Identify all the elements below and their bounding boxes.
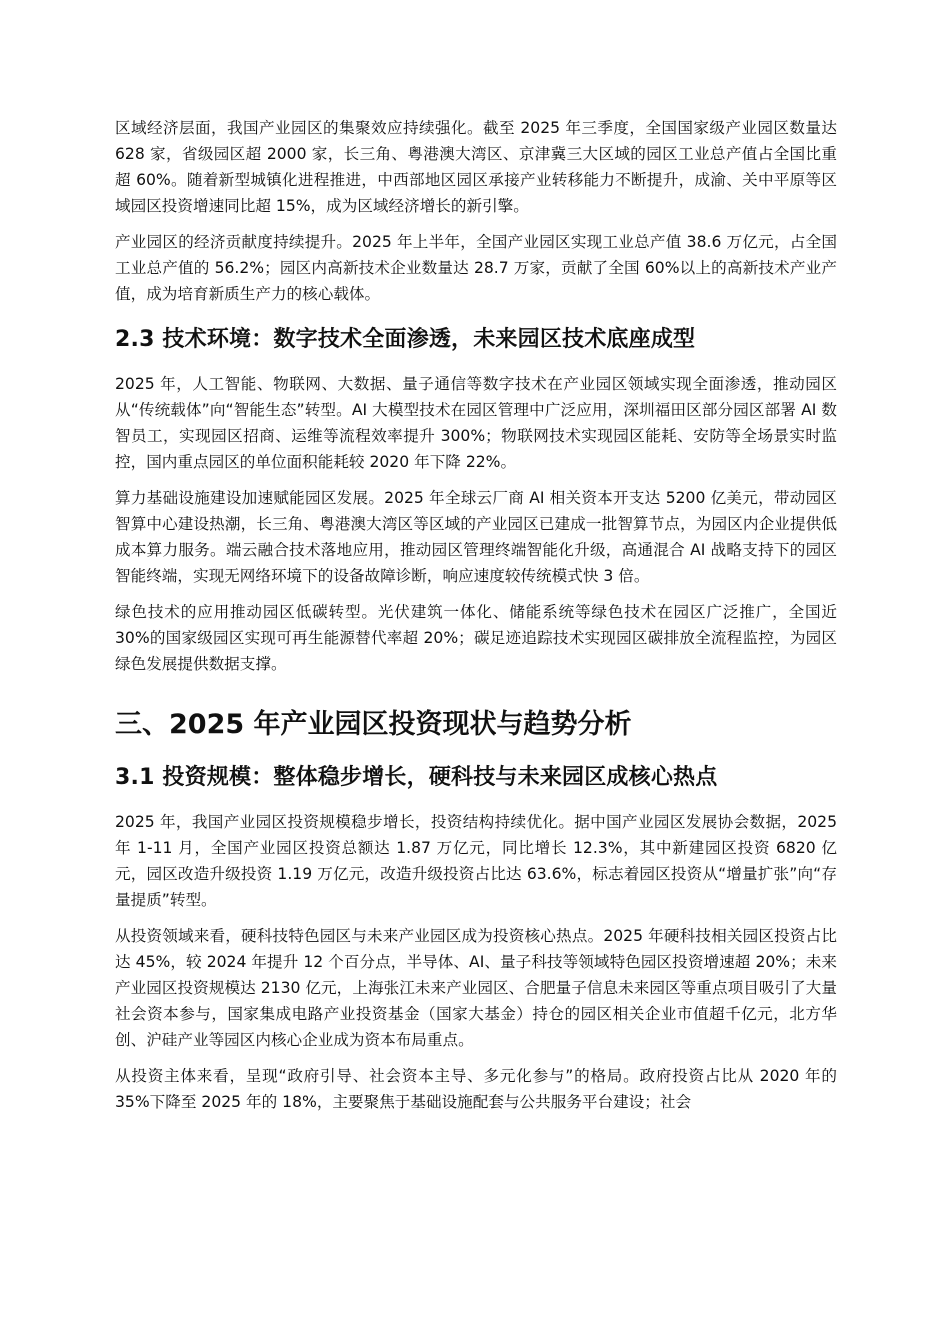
paragraph-investment-subjects: 从投资主体来看，呈现“政府引导、社会资本主导、多元化参与”的格局。政府投资占比从 2020 年的 35%下降至 2025 年的 18%，主要聚焦于基础设施配套与公共服务平台建设；社会: [115, 1067, 837, 1111]
paragraph-regional-economy: 区域经济层面，我国产业园区的集聚效应持续强化。截至 2025 年三季度，全国国家级产业园区数量达 628 家，省级园区超 2000 家，长三角、粤港澳大湾区、京津冀三大区域的园区工业总产值占全国比重超 60%。随着新型城镇化进程推进，中西部地区园区承接产业转移能力不断提升，成渝、关中平原等区域园区投资增速同比超 15%，成为区域经济增长的新引擎。: [115, 119, 837, 215]
section-heading-3-1: 3.1 投资规模：整体稳步增长，硬科技与未来园区成核心热点: [115, 765, 718, 790]
paragraph-green-technology: 绿色技术的应用推动园区低碳转型。光伏建筑一体化、储能系统等绿色技术在园区广泛推广，全国近 30%的国家级园区实现可再生能源替代率超 20%；碳足迹追踪技术实现园区碳排放全流程监控，为园区绿色发展提供数据支撑。: [115, 603, 837, 673]
section-heading-2-3: 2.3 技术环境：数字技术全面渗透，未来园区技术底座成型: [115, 327, 696, 352]
paragraph-investment-scale: 2025 年，我国产业园区投资规模稳步增长，投资结构持续优化。据中国产业园区发展协会数据，2025 年 1-11 月，全国产业园区投资总额达 1.87 万亿元，同比增长 12.3%，其中新建园区投资 6820 亿元，园区改造升级投资 1.19 万亿元，改造升级投资占比达 63.6%，标志着园区投资从“增量扩张”向“存量提质”转型。: [115, 813, 837, 909]
chapter-heading-3: 三、2025 年产业园区投资现状与趋势分析: [115, 709, 632, 740]
paragraph-economic-contribution: 产业园区的经济贡献度持续提升。2025 年上半年，全国产业园区实现工业总产值 38.6 万亿元，占全国工业总产值的 56.2%；园区内高新技术企业数量达 28.7 万家，贡献了全国 60%以上的高新技术产业产值，成为培育新质生产力的核心载体。: [115, 233, 837, 303]
document-page: [115, 115, 837, 1125]
paragraph-computing-infrastructure: 算力基础设施建设加速赋能园区发展。2025 年全球云厂商 AI 相关资本开支达 5200 亿美元，带动园区智算中心建设热潮，长三角、粤港澳大湾区等区域的产业园区已建成一批智算节点，为园区内企业提供低成本算力服务。端云融合技术落地应用，推动园区管理终端智能化升级，高通混合 AI 战略支持下的园区智能终端，实现无网络环境下的设备故障诊断，响应速度较传统模式快 3 倍。: [115, 489, 837, 585]
paragraph-digital-technology: 2025 年，人工智能、物联网、大数据、量子通信等数字技术在产业园区领域实现全面渗透，推动园区从“传统载体”向“智能生态”转型。AI 大模型技术在园区管理中广泛应用，深圳福田区部分园区部署 AI 数智员工，实现园区招商、运维等流程效率提升 300%；物联网技术实现园区能耗、安防等全场景实时监控，国内重点园区的单位面积能耗较 2020 年下降 22%。: [115, 375, 837, 471]
paragraph-investment-fields: 从投资领域来看，硬科技特色园区与未来产业园区成为投资核心热点。2025 年硬科技相关园区投资占比达 45%，较 2024 年提升 12 个百分点，半导体、AI、量子科技等领域特色园区投资增速超 20%；未来产业园区投资规模达 2130 亿元，上海张江未来产业园区、合肥量子信息未来园区等重点项目吸引了大量社会资本参与，国家集成电路产业投资基金（国家大基金）持仓的园区相关企业市值超千亿元，北方华创、沪硅产业等园区内核心企业成为资本布局重点。: [115, 927, 837, 1049]
